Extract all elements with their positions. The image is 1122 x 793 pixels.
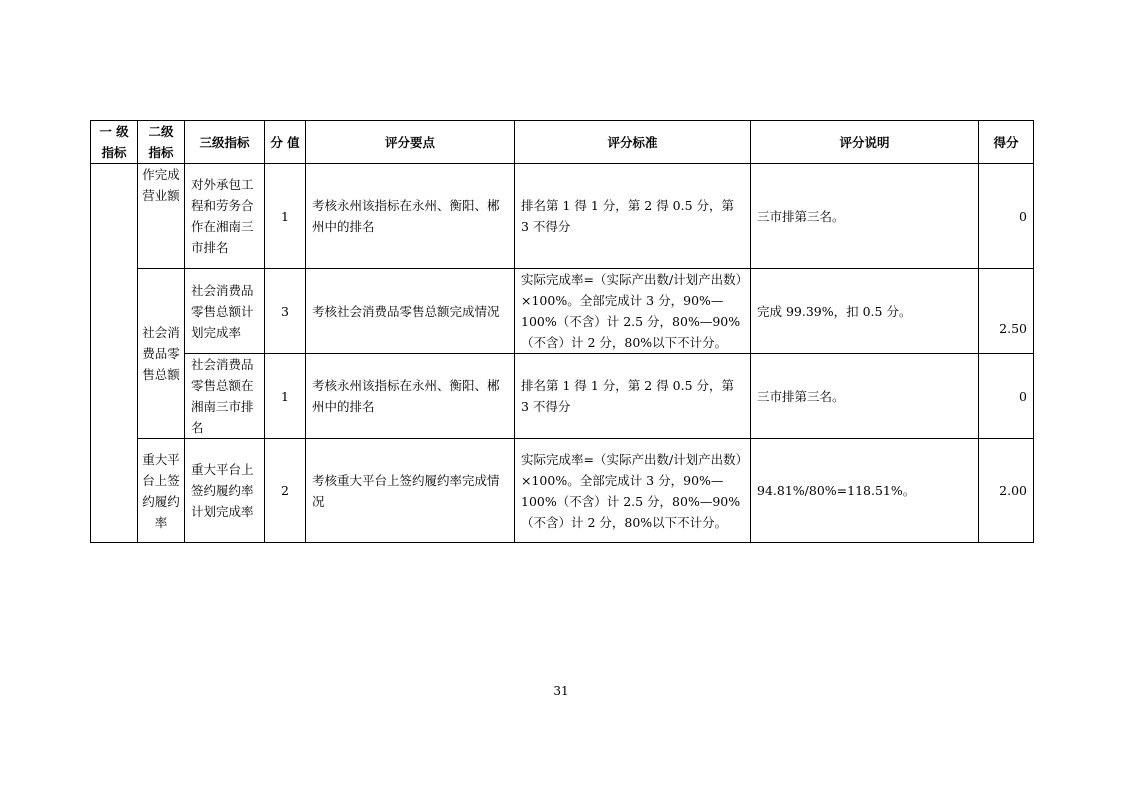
standard-cell: 排名第 1 得 1 分，第 2 得 0.5 分，第 3 不得分 — [515, 164, 751, 269]
level2-cell: 作完成营业额 — [138, 164, 185, 269]
scoring-table — [90, 120, 1034, 543]
standard-cell: 实际完成率=（实际产出数/计划产出数）×100%。全部完成计 3 分，90%—100%（不含）计 2.5 分，80%—90%（不含）计 2 分，80%以下不计分。 — [515, 439, 751, 543]
explain-cell: 94.81%/80%=118.51%。 — [751, 439, 979, 543]
score-cell: 2.00 — [979, 439, 1034, 543]
key-cell: 考核社会消费品零售总额完成情况 — [306, 269, 515, 354]
table-row — [91, 439, 1034, 543]
level2-cell: 重大平台上签约履约率 — [138, 439, 185, 543]
key-cell: 考核永州该指标在永州、衡阳、郴州中的排名 — [306, 164, 515, 269]
header-points: 分 值 — [265, 121, 306, 164]
points-cell: 1 — [265, 164, 306, 269]
page-number: 31 — [553, 684, 569, 698]
level3-cell: 社会消费品零售总额在湘南三市排名 — [185, 354, 265, 439]
standard-cell: 排名第 1 得 1 分，第 2 得 0.5 分，第 3 不得分 — [515, 354, 751, 439]
points-cell: 1 — [265, 354, 306, 439]
level3-cell: 重大平台上签约履约率计划完成率 — [185, 439, 265, 543]
level3-cell: 社会消费品零售总额计划完成率 — [185, 269, 265, 354]
table-row — [91, 164, 1034, 269]
header-score: 得分 — [979, 121, 1034, 164]
explain-cell: 完成 99.39%，扣 0.5 分。 — [751, 269, 979, 354]
header-level3: 三级指标 — [185, 121, 265, 164]
points-cell: 3 — [265, 269, 306, 354]
score-cell: 0 — [979, 164, 1034, 269]
score-cell: 0 — [979, 354, 1034, 439]
key-cell: 考核重大平台上签约履约率完成情况 — [306, 439, 515, 543]
explain-cell: 三市排第三名。 — [751, 354, 979, 439]
level2-cell: 社会消费品零售总额 — [138, 269, 185, 439]
explain-cell: 三市排第三名。 — [751, 164, 979, 269]
header-level2: 二级 指标 — [138, 121, 185, 164]
header-explain: 评分说明 — [751, 121, 979, 164]
standard-cell: 实际完成率=（实际产出数/计划产出数）×100%。全部完成计 3 分，90%—100%（不含）计 2.5 分，80%—90%（不含）计 2 分，80%以下不计分。 — [515, 269, 751, 354]
header-key: 评分要点 — [306, 121, 515, 164]
header-level1: 一 级 指标 — [91, 121, 138, 164]
level1-cell — [91, 164, 138, 543]
table-row — [91, 354, 1034, 439]
table-row — [91, 269, 1034, 354]
level3-cell: 对外承包工程和劳务合作在湘南三市排名 — [185, 164, 265, 269]
header-row — [91, 121, 1034, 164]
score-cell: 2.50 — [979, 269, 1034, 354]
header-standard: 评分标准 — [515, 121, 751, 164]
key-cell: 考核永州该指标在永州、衡阳、郴州中的排名 — [306, 354, 515, 439]
points-cell: 2 — [265, 439, 306, 543]
